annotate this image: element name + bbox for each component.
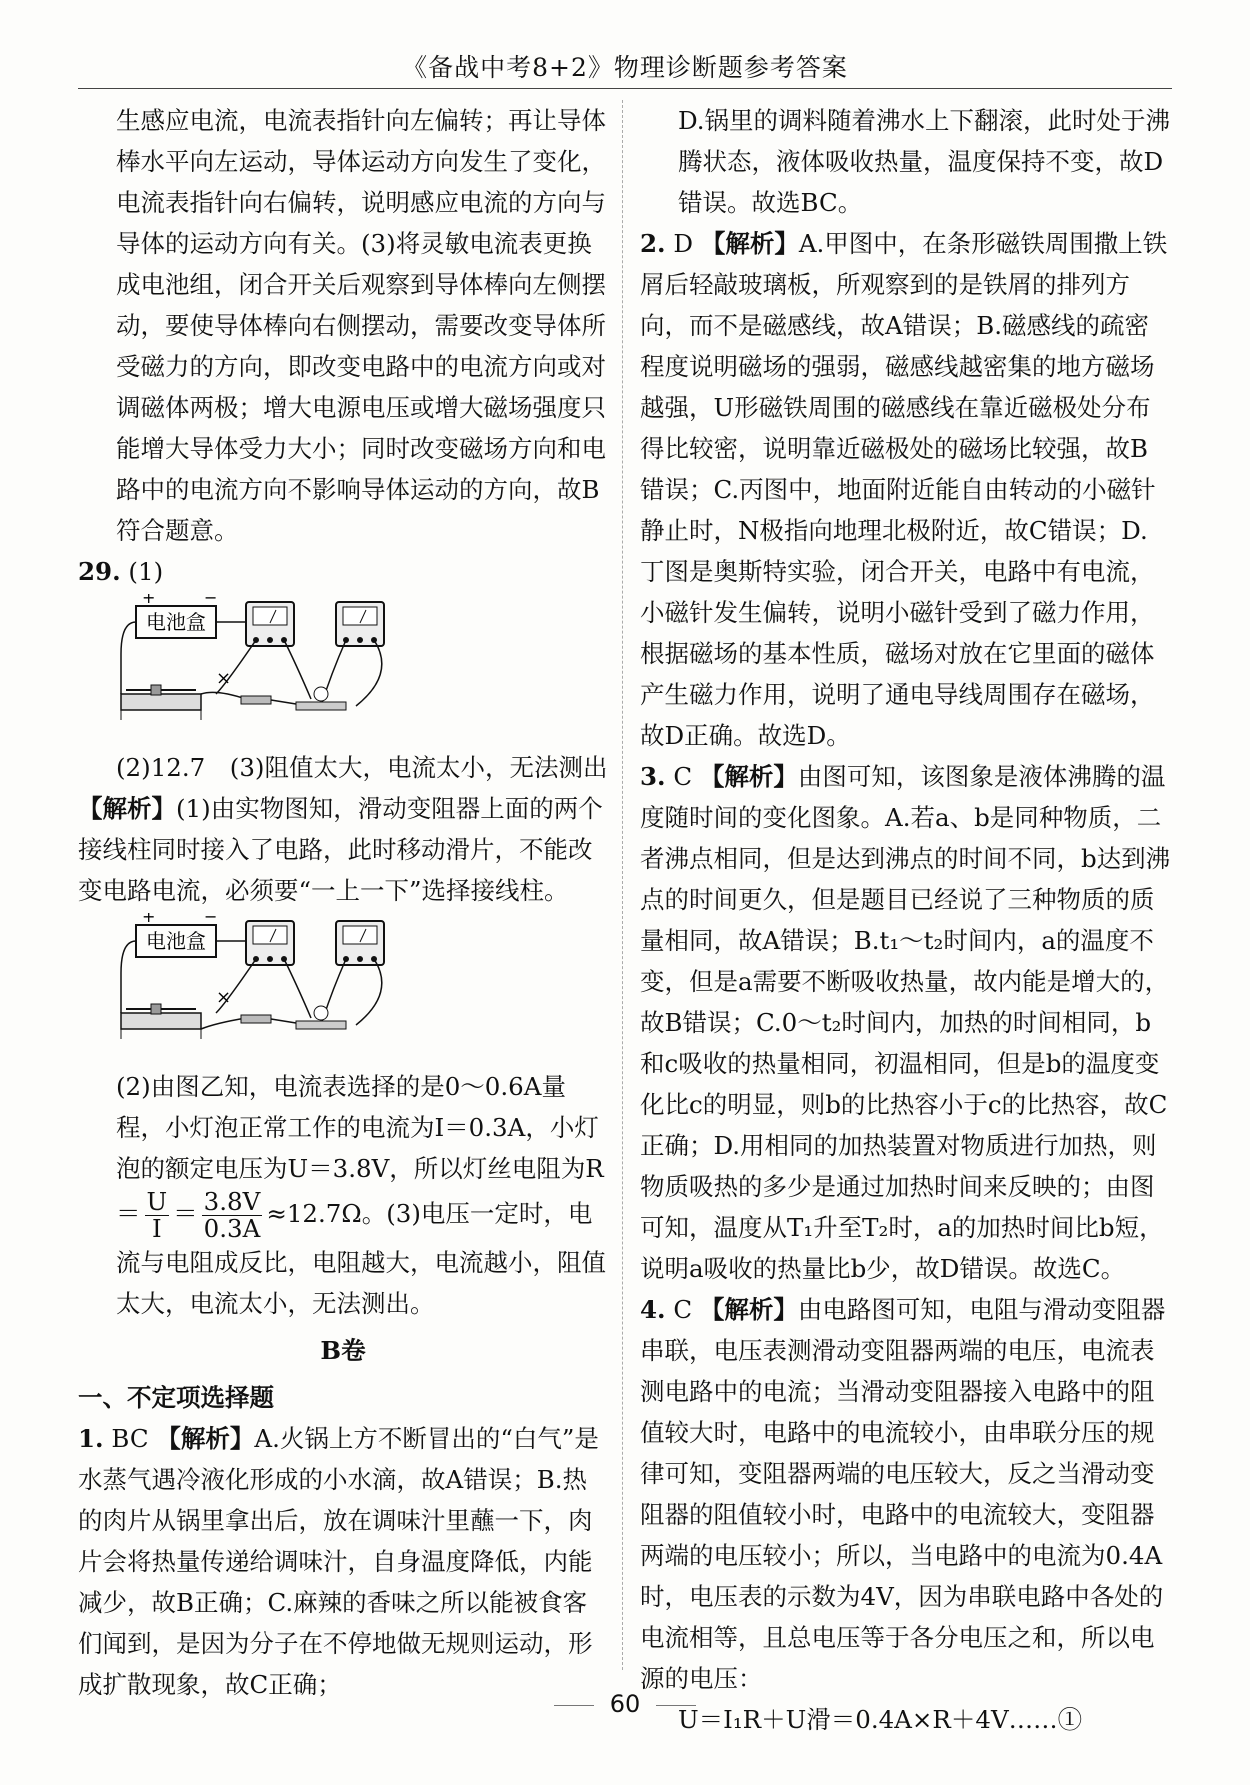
rheostat-icon xyxy=(121,1004,201,1039)
voltmeter-icon xyxy=(336,602,384,646)
part-label: (1) xyxy=(128,557,164,586)
switch-icon xyxy=(241,696,271,704)
bulb-icon xyxy=(296,1006,346,1029)
question-29 xyxy=(78,551,608,592)
paragraph-continued: D.锅里的调料随着沸水上下翻滚，此时处于沸腾状态，液体吸收热量，温度保持不变，故D错误。故选BC。 xyxy=(678,106,1171,217)
equation-1: U＝I₁R＋U滑＝0.4A×R＋4V……① xyxy=(678,1705,1083,1734)
svg-text:+: + xyxy=(142,594,156,607)
voltmeter-icon xyxy=(336,921,384,965)
bulb-icon xyxy=(296,687,346,710)
answer-choice: BC xyxy=(111,1424,149,1453)
svg-text:+: + xyxy=(142,913,156,926)
analysis-tag: 【解析】 xyxy=(699,762,798,791)
question-number: 29. xyxy=(78,557,121,586)
question-4: 4. C 【解析】由电路图可知，电阻与滑动变阻器串联，电压表测滑动变阻器两端的电压，电流表测电路中的电流；当滑动变阻器接入电路中的阻值较大时，电路中的电流较小，由串联分压的规律可知，变阻器两端的电压较大，反之当滑动变阻器的阻值较小时，电路中的电流较大，变阻器两端的电压较小；所以，当电路中的电流为0.4A时，电压表的示数为4V，因为串联电路中各处的电流相等，且总电压等于各分电压之和，所以电源的电压： xyxy=(640,1295,1166,1693)
left-column xyxy=(78,100,608,1705)
analysis-tag: 【解析】 xyxy=(78,794,176,823)
switch-icon xyxy=(241,1015,271,1023)
question-3: 3. C 【解析】由图可知，该图象是液体沸腾的温度随时间的变化图象。A.若a、b是同种物质，二者沸点相同，但是达到沸点的时间不同，b达到沸点的时间更久，但是题目已经说了三种物质的质量相同，故A错误；B.t₁～t₂时间内，a的温度不变，但是a需要不断吸收热量，故内能是增大的，故B错误；C.0～t₂时间内，加热的时间相同，b和c吸收的热量相同，初温相同，但是b的温度变化比c的明显，则b的比热容小于c的比热容，故C正确；D.用相同的加热装置对物质进行加热，则物质吸热的多少是通过加热时间来反映的；由图可知，温度从T₁升至T₂时，a的加热时间比b短，说明a吸收的热量比b少，故D错误。故选C。 xyxy=(640,762,1171,1283)
ammeter-icon xyxy=(246,602,294,646)
section-title-b: B卷 xyxy=(320,1336,366,1365)
analysis-tag: 【解析】 xyxy=(699,1295,798,1324)
fraction-values: $\frac{3.8V}{0.3A}$ xyxy=(203,1187,261,1243)
answer-choice: C xyxy=(673,762,693,791)
column-divider xyxy=(622,100,623,1670)
battery-label: 电池盒 xyxy=(146,929,206,953)
circuit-diagram-1 xyxy=(116,594,416,729)
svg-text:×: × xyxy=(216,668,232,689)
page-footer xyxy=(0,1690,1250,1718)
answer-choice: D xyxy=(673,229,694,258)
question-2: 2. D 【解析】A.甲图中，在条形磁铁周围撒上铁屑后轻敲玻璃板，所观察到的是铁屑的排列方向，而不是磁感线，故A错误；B.磁感线的疏密程度说明磁场的强弱，磁感线越密集的地方磁场越强，U形磁铁周围的磁感线在靠近磁极处分布得比较密，说明靠近磁极处的磁场比较强，故B错误；C.丙图中，地面附近能自由转动的小磁针静止时，N极指向地理北极附近，故C错误；D.丁图是奥斯特实验，闭合开关，电路中有电流，小磁针发生偏转，说明小磁针受到了磁力作用，根据磁场的基本性质，磁场对放在它里面的磁体产生磁力作用，说明了通电导线周围存在磁场，故D正确。故选D。 xyxy=(640,229,1168,750)
question-1: 1. BC 【解析】A.火锅上方不断冒出的“白气”是水蒸气遇冷液化形成的小水滴，故A错误；B.热的肉片从锅里拿出后，放在调味汁里蘸一下，肉片会将热量传递给调味汁，自身温度降低，内能减少，故B正确；C.麻辣的香味之所以能被食客们闻到，是因为分子在不停地做无规则运动，形成扩散现象，故C正确； xyxy=(78,1424,599,1699)
section-heading: 一、不定项选择题 xyxy=(78,1383,274,1412)
analysis-tag: 【解析】 xyxy=(700,229,799,258)
page-header: 《备战中考8+2》物理诊断题参考答案 xyxy=(402,53,848,82)
q29-analysis-2: (2)由图乙知，电流表选择的是0～0.6A量程，小灯泡正常工作的电流为I＝0.3A，小灯泡的额定电压为U＝3.8V，所以灯丝电阻为R＝ $\frac{U}{I}$ ＝ $\frac{3.8V}{0.3A}$ ≈12.7Ω。(3)电压一定时，电流与电阻成反比，电阻越大，电流越小，阻值太大，电流太小，无法测出。 xyxy=(116,1072,606,1318)
right-column xyxy=(640,100,1172,1740)
svg-text:−: − xyxy=(204,594,218,607)
q29-analysis: 【解析】(1)由实物图知，滑动变阻器上面的两个接线柱同时接入了电路，此时移动滑片，不能改变电路电流，必须要“一上一下”选择接线柱。 xyxy=(78,794,603,905)
header-rule xyxy=(78,88,1172,89)
q29-answer: (2)12.7 (3)阻值太大，电流太小，无法测出 xyxy=(116,753,608,782)
fraction-ui: $\frac{U}{I}$ xyxy=(146,1187,168,1243)
analysis-tag: 【解析】 xyxy=(156,1424,255,1453)
battery-label: 电池盒 xyxy=(146,610,206,634)
paragraph-continued: 生感应电流，电流表指针向左偏转；再让导体棒水平向左运动，导体运动方向发生了变化，电流表指针向右偏转，说明感应电流的方向与导体的运动方向有关。(3)将灵敏电流表更换成电池组，闭合开关后观察到导体棒向左侧摆动，要使导体棒向右侧摆动，需要改变导体所受磁力的方向，即改变电路中的电流方向或对调磁体两极；增大电源电压或增大磁场强度只能增大导体受力大小；同时改变磁场方向和电路中的电流方向不影响导体运动的方向，故B符合题意。 xyxy=(116,106,606,545)
circuit-diagram-2 xyxy=(116,913,416,1048)
svg-text:×: × xyxy=(216,987,232,1008)
svg-text:−: − xyxy=(204,913,218,926)
rheostat-icon xyxy=(121,685,201,720)
answer-choice: C xyxy=(673,1295,693,1324)
page-number: 60 xyxy=(609,1690,641,1718)
ammeter-icon xyxy=(246,921,294,965)
